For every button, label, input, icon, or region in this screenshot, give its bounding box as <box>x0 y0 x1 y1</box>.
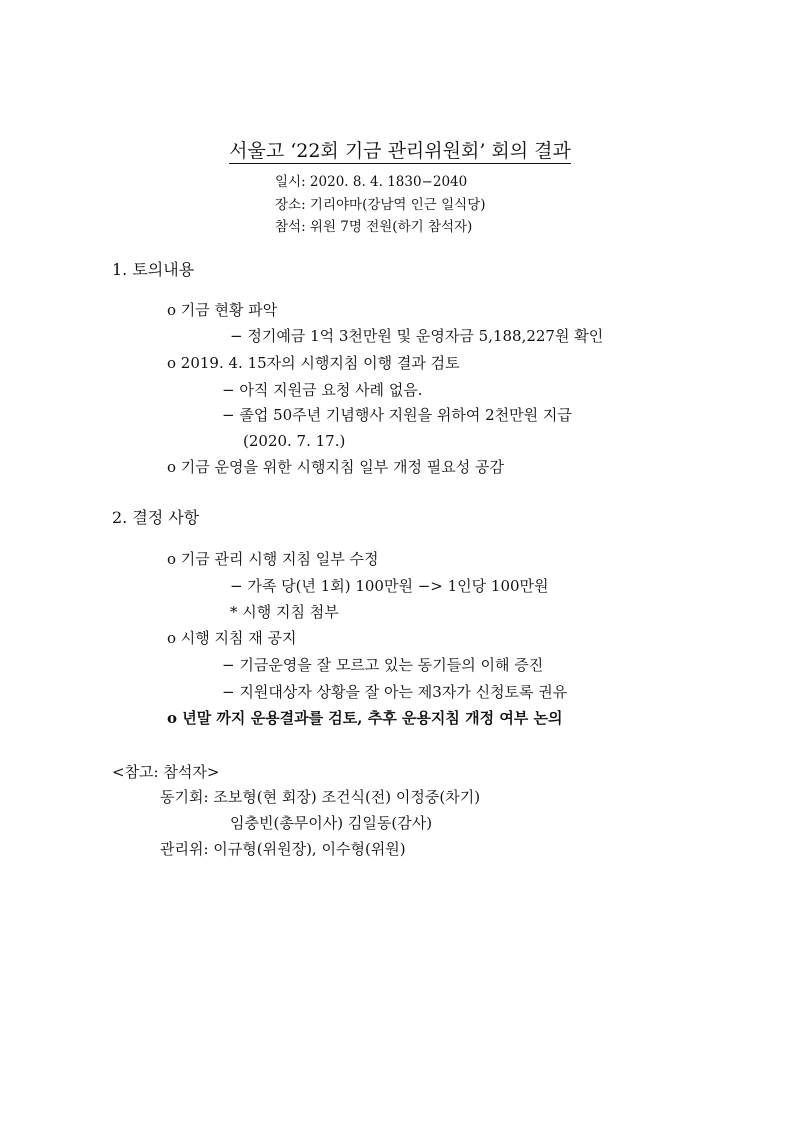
list-item: − 아직 지원금 요청 사례 없음. <box>222 381 423 399</box>
meeting-place: 장소: 기리야마(강남역 인근 일식당) <box>275 197 486 213</box>
list-item: − 졸업 50주년 기념행사 지원을 위하여 2천만원 지급 <box>222 406 572 424</box>
list-item: o 기금 운영을 위한 시행지침 일부 개정 필요성 공감 <box>167 458 504 476</box>
list-item: o 2019. 4. 15자의 시행지침 이행 결과 검토 <box>167 354 460 372</box>
attendee-line: 관리위: 이규형(위원장), 이수형(위원) <box>160 840 406 858</box>
list-item: − 가족 당(년 1회) 100만원 −> 1인당 100만원 <box>230 577 549 595</box>
attendee-line: 동기회: 조보형(현 회장) 조건식(전) 이정중(차기) <box>160 788 481 806</box>
list-item: o 기금 현황 파악 <box>167 301 278 319</box>
section-1-heading: 1. 토의내용 <box>112 260 195 279</box>
reference-heading: <참고: 참석자> <box>112 763 220 781</box>
list-item: o 시행 지침 재 공지 <box>167 629 297 647</box>
meeting-date: 일시: 2020. 8. 4. 1830−2040 <box>275 174 468 190</box>
list-item: − 지원대상자 상황을 잘 아는 제3자가 신청토록 권유 <box>222 683 568 701</box>
list-item: − 정기예금 1억 3천만원 및 운영자금 5,188,227원 확인 <box>230 327 604 345</box>
meeting-attendance: 참석: 위원 7명 전원(하기 참석자) <box>275 219 473 235</box>
list-item: o 기금 관리 시행 지침 일부 수정 <box>167 550 379 568</box>
attendee-line: 임충빈(총무이사) 김일동(감사) <box>230 814 433 832</box>
list-item: (2020. 7. 17.) <box>243 432 346 450</box>
list-item: * 시행 지침 첨부 <box>230 603 339 621</box>
list-item: − 기금운영을 잘 모르고 있는 동기들의 이해 증진 <box>222 656 544 674</box>
document-title: 서울고 ‘22회 기금 관리위원회’ 회의 결과 <box>229 140 571 162</box>
list-item: o 년말 까지 운용결과를 검토, 추후 운용지침 개정 여부 논의 <box>167 709 563 727</box>
section-2-heading: 2. 결정 사항 <box>112 508 200 527</box>
